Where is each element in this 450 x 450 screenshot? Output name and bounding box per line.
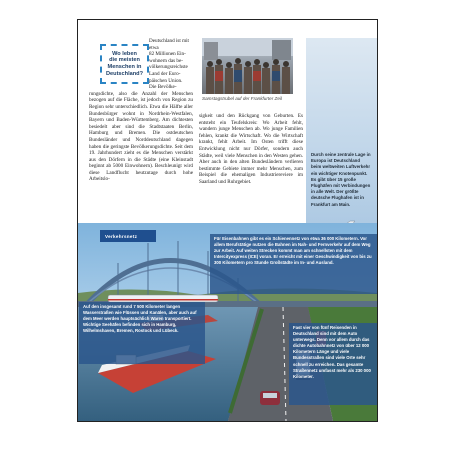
rail-text-box: Für Eisenbahnen gibt es ein Schienennetz von etwa 36 000 Kilometern. Vor allem Berufstätige nutzen die Bahnen im Nah- und Fernverkehr auf dem Weg zur Arbeit. Auf weiten Strecken kommt man am schnellsten mit dem Intercityexpress (ICE) voran. Er erreicht mit einer Geschwindigkeit von bis zu 300 Kilometern pro Stunde Großstädte im In- und Ausland. bbox=[210, 234, 377, 294]
section-label: Verkehrsnetz bbox=[100, 230, 156, 242]
intro-line: päischen Union. bbox=[149, 77, 183, 84]
intro-line: Deutschland ist mit etwa bbox=[149, 38, 189, 51]
intro-lines bbox=[149, 38, 193, 91]
callout-line: die meisten bbox=[109, 57, 140, 64]
airport-text: Durch seine zentrale Lage in Europa ist Deutschland beim weltweiten Luftverkehr ein wichtiger Knotenpunkt. Es gibt über 15 große Flughäfen mit Verbindungen in alle Welt. Der größte deutsche Flughafen ist in Frankfurt am Main. bbox=[311, 152, 371, 207]
photo-caption: Samstagstrubel auf der Frankfurter Zeil bbox=[202, 96, 282, 101]
body-text-right: sigkeit und den Rückgang von Geburten. Es entsteht ein Teufelskreis: Wo Arbeit fehlt, wandern junge Menschen ab. Wo junge Familien fehlen, krankt die Wirtschaft. Wo die Wirtschaft krankt, fehlt Arbeit. Im Osten trifft diese Entwicklung nicht nur Dörfer, sondern auch Städte, weil viele Menschen in den Westen gehen. Aber auch in den alten Bundesländern verlieren bestimmte Gebiete immer mehr Menschen, zum Beispiel die ehemaligen Industriereviere im Saarland und Ruhrgebiet. bbox=[199, 113, 303, 185]
intro-line: Land der Euro- bbox=[149, 70, 181, 77]
intro-line: völkerungsreichste bbox=[149, 64, 188, 71]
callout-line: Wo leben bbox=[112, 50, 137, 57]
body-text-left: rungsdichte, also die Anzahl der Menschen bezogen auf die Fläche, ist jedoch von Region zu Region sehr unterschiedlich. Etwa die Hälfte aller Bundesbürger wohnt in Nordrhein-Westfalen, Bayern und Baden-Württemberg. Am dichtesten besiedelt aber sind die Stadtstaaten Berlin, Hamburg und Bremen. Die ostdeutschen Bundesländer und Norddeutschland dagegen haben die geringste Bevölkerungsdichte. Seit dem 19. Jahrhundert zieht es die Menschen verstärkt aus den Dörfern in die Städte (eine Kleinstadt beginnt ab 5000 Einwohnern). Beschleunigt wird diese Landflucht heutzutage durch hohe Arbeitslo- bbox=[89, 90, 193, 183]
book-page bbox=[78, 20, 377, 421]
callout-line: Deutschland? bbox=[106, 70, 143, 77]
question-callout bbox=[100, 44, 149, 84]
crowd-illustration bbox=[202, 38, 293, 94]
intro-line: Die Bevölke- bbox=[149, 84, 177, 91]
road-text-box: Fast vier von fünf Reisenden in Deutschland sind mit dem Auto unterwegs. Denn vor allem durch das dichte Autobahnnetz von über 12 000 Kilometern Länge und viele Bundesstraßen sind viele Orte sehr schnell zu erreichen. Das gesamte Straßennetz umfasst mehr als 230 000 Kilometer. bbox=[289, 323, 377, 405]
callout-line: Menschen in bbox=[107, 64, 142, 70]
crowd-photo bbox=[202, 38, 293, 94]
intro-line: wohnern das be- bbox=[149, 57, 183, 64]
ship-text-box: Auf den insgesamt rund 7 500 Kilometer langen Wasserstraßen wie Flüssen und Kanälen, aber auch auf dem Meer werden hauptsächlich Waren transportiert. Wichtige Seehäfen befinden sich in Hamburg, Wilhelmshaven, Bremen, Rostock und Lübeck. bbox=[79, 302, 205, 364]
intro-line: 82 Millionen Ein- bbox=[149, 51, 186, 58]
